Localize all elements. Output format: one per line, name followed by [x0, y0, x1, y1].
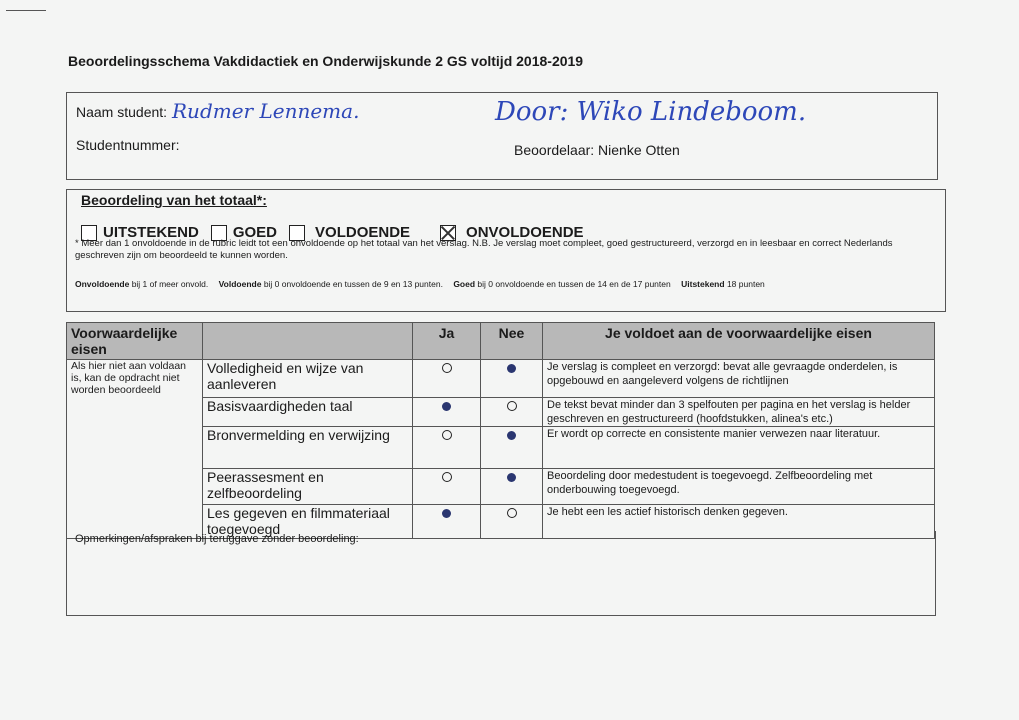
by-handwritten-note: Door: Wiko Lindeboom. — [495, 97, 807, 127]
assessor-label: Beoordelaar: Nienke Otten — [514, 142, 680, 158]
scale-voldoende: Voldoende bij 0 onvoldoende en tussen de 9 en 13 punten. — [218, 279, 443, 289]
header-desc: Je voldoet aan de voorwaardelijke eisen — [543, 323, 935, 360]
document-title: Beoordelingsschema Vakdidactiek en Onderwijskunde 2 GS voltijd 2018-2019 — [68, 53, 584, 69]
total-title: Beoordeling van het totaal*: — [81, 192, 267, 208]
ja-cell[interactable] — [413, 427, 481, 469]
criterion-cell: Basisvaardigheden taal — [203, 398, 413, 427]
filled-circle-icon — [507, 364, 516, 373]
scan-mark — [6, 10, 46, 11]
header-blank — [203, 323, 413, 360]
grading-scale — [75, 279, 773, 289]
footnote: * Meer dan 1 onvoldoende in de rubric leidt tot een onvoldoende op het totaal van het verslag. N.B. Je verslag moet compleet, goed gestructureerd, verzorgd en in leesbaar en correct Nederlands geschreven zijn om beoordeeld te kunnen worden. — [75, 238, 893, 261]
filled-circle-icon — [507, 431, 516, 440]
remarks-box[interactable] — [66, 531, 936, 616]
description-cell: Je hebt een les actief historisch denken gegeven. — [543, 505, 935, 539]
remarks-label: Opmerkingen/afspraken bij teruggave zonder beoordeling: — [75, 533, 359, 545]
empty-circle-icon — [507, 401, 517, 411]
rubric-intro: Als hier niet aan voldaan is, kan de opdracht niet worden beoordeeld — [67, 360, 203, 539]
criterion-cell: Volledigheid en wijze van aanleveren — [203, 360, 413, 398]
criterion-cell: Les gegeven en filmmateriaal toegevoegd — [203, 505, 413, 539]
nee-cell[interactable] — [481, 427, 543, 469]
header-ja: Ja — [413, 323, 481, 360]
description-cell: De tekst bevat minder dan 3 spelfouten per pagina en het verslag is helder geschreven en gestructureerd (hoofdstukken, alinea's etc.) — [543, 398, 935, 427]
option-onvoldoende[interactable]: ONVOLDOENDE — [440, 224, 584, 241]
option-goed[interactable]: GOED — [211, 224, 277, 241]
nee-cell[interactable] — [481, 398, 543, 427]
header-nee: Nee — [481, 323, 543, 360]
total-assessment-box — [66, 189, 946, 312]
student-number-label: Studentnummer: — [76, 137, 180, 153]
student-name-handwritten: Rudmer Lennema. — [172, 99, 360, 123]
scale-uitstekend: Uitstekend 18 punten — [681, 279, 765, 289]
scale-goed: Goed bij 0 onvoldoende en tussen de 14 en de 17 punten — [453, 279, 671, 289]
ja-cell[interactable] — [413, 360, 481, 398]
rubric-header-row — [67, 323, 935, 360]
option-voldoende[interactable]: VOLDOENDE — [289, 224, 410, 241]
description-cell: Er wordt op correcte en consistente manier verwezen naar literatuur. — [543, 427, 935, 469]
table-row — [67, 360, 935, 398]
scale-onvoldoende: Onvoldoende bij 1 of meer onvold. — [75, 279, 209, 289]
nee-cell[interactable] — [481, 360, 543, 398]
nee-cell[interactable] — [481, 469, 543, 505]
description-cell: Beoordeling door medestudent is toegevoegd. Zelfbeoordeling met onderbouwing toegevoegd. — [543, 469, 935, 505]
filled-circle-icon — [507, 473, 516, 482]
option-uitstekend[interactable]: UITSTEKEND — [81, 224, 199, 241]
empty-circle-icon — [442, 363, 452, 373]
criterion-cell: Peerassesment en zelfbeoordeling — [203, 469, 413, 505]
student-info-box — [66, 92, 938, 180]
criterion-cell: Bronvermelding en verwijzing — [203, 427, 413, 469]
name-label: Naam student: — [76, 104, 168, 120]
empty-circle-icon — [442, 472, 452, 482]
rubric-table — [66, 322, 935, 539]
ja-cell[interactable] — [413, 469, 481, 505]
empty-circle-icon — [442, 430, 452, 440]
description-cell: Je verslag is compleet en verzorgd: bevat alle gevraagde onderdelen, is opgebouwd en aangeleverd volgens de richtlijnen — [543, 360, 935, 398]
filled-circle-icon — [442, 402, 451, 411]
ja-cell[interactable] — [413, 398, 481, 427]
filled-circle-icon — [442, 509, 451, 518]
header-section: Voorwaardelijke eisen — [67, 323, 203, 360]
empty-circle-icon — [507, 508, 517, 518]
